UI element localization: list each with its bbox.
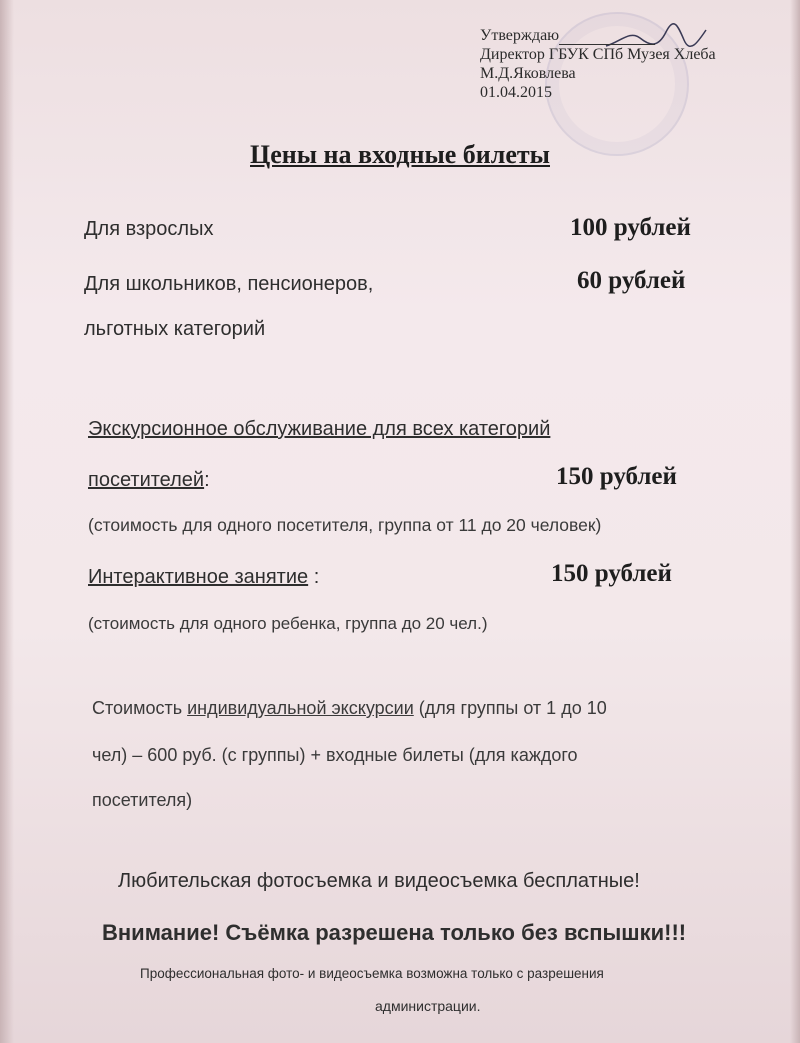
- approval-block: [480, 26, 716, 102]
- individual-underlined: индивидуальной экскурсии: [187, 698, 414, 718]
- approval-date: 01.04.2015: [480, 84, 552, 101]
- interactive-note: (стоимость для одного ребенка, группа до 20 чел.): [88, 614, 488, 633]
- flash-warning: Внимание! Съёмка разрешена только без вспышки!!!: [102, 920, 687, 945]
- page-title: Цены на входные билеты: [250, 140, 550, 169]
- individual-suffix: (для группы от 1 до 10: [413, 698, 607, 718]
- interactive-price: 150 рублей: [551, 560, 672, 587]
- amateur-photo-note: Любительская фотосъемка и видеосъемка бесплатные!: [118, 870, 640, 892]
- interactive-colon: :: [308, 566, 320, 588]
- individual-line3: посетителя): [92, 790, 193, 810]
- interactive-label: Интерактивное занятие: [88, 566, 309, 588]
- reduced-label-line1: Для школьников, пенсионеров,: [84, 273, 374, 295]
- individual-line1: [92, 698, 607, 719]
- approval-word: Утверждаю: [480, 27, 560, 44]
- pro-photo-note-line1: Профессиональная фото- и видеосъемка возможна только с разрешения: [140, 966, 604, 981]
- reduced-label-line2: льготных категорий: [84, 318, 266, 340]
- excursion-note: (стоимость для одного посетителя, группа от 11 до 20 человек): [88, 515, 602, 535]
- interactive-label-wrap: [88, 566, 319, 589]
- adult-label: Для взрослых: [84, 218, 214, 240]
- approval-position: Директор ГБУК СПб Музея Хлеба: [480, 46, 716, 63]
- excursion-colon: :: [204, 469, 210, 491]
- approval-name: М.Д.Яковлева: [480, 65, 576, 82]
- excursion-label-line2-wrap: [88, 469, 210, 492]
- excursion-label-line1: Экскурсионное обслуживание для всех категорий: [88, 418, 551, 440]
- signature-line: [559, 30, 655, 45]
- pro-photo-note-line2: администрации.: [375, 998, 481, 1014]
- individual-line2: чел) – 600 руб. (с группы) + входные билеты (для каждого: [92, 745, 578, 765]
- individual-prefix: Стоимость: [92, 698, 188, 718]
- excursion-price: 150 рублей: [556, 463, 677, 490]
- adult-price: 100 рублей: [570, 214, 691, 241]
- reduced-price: 60 рублей: [577, 267, 686, 294]
- excursion-label-line2: посетителей: [88, 469, 205, 491]
